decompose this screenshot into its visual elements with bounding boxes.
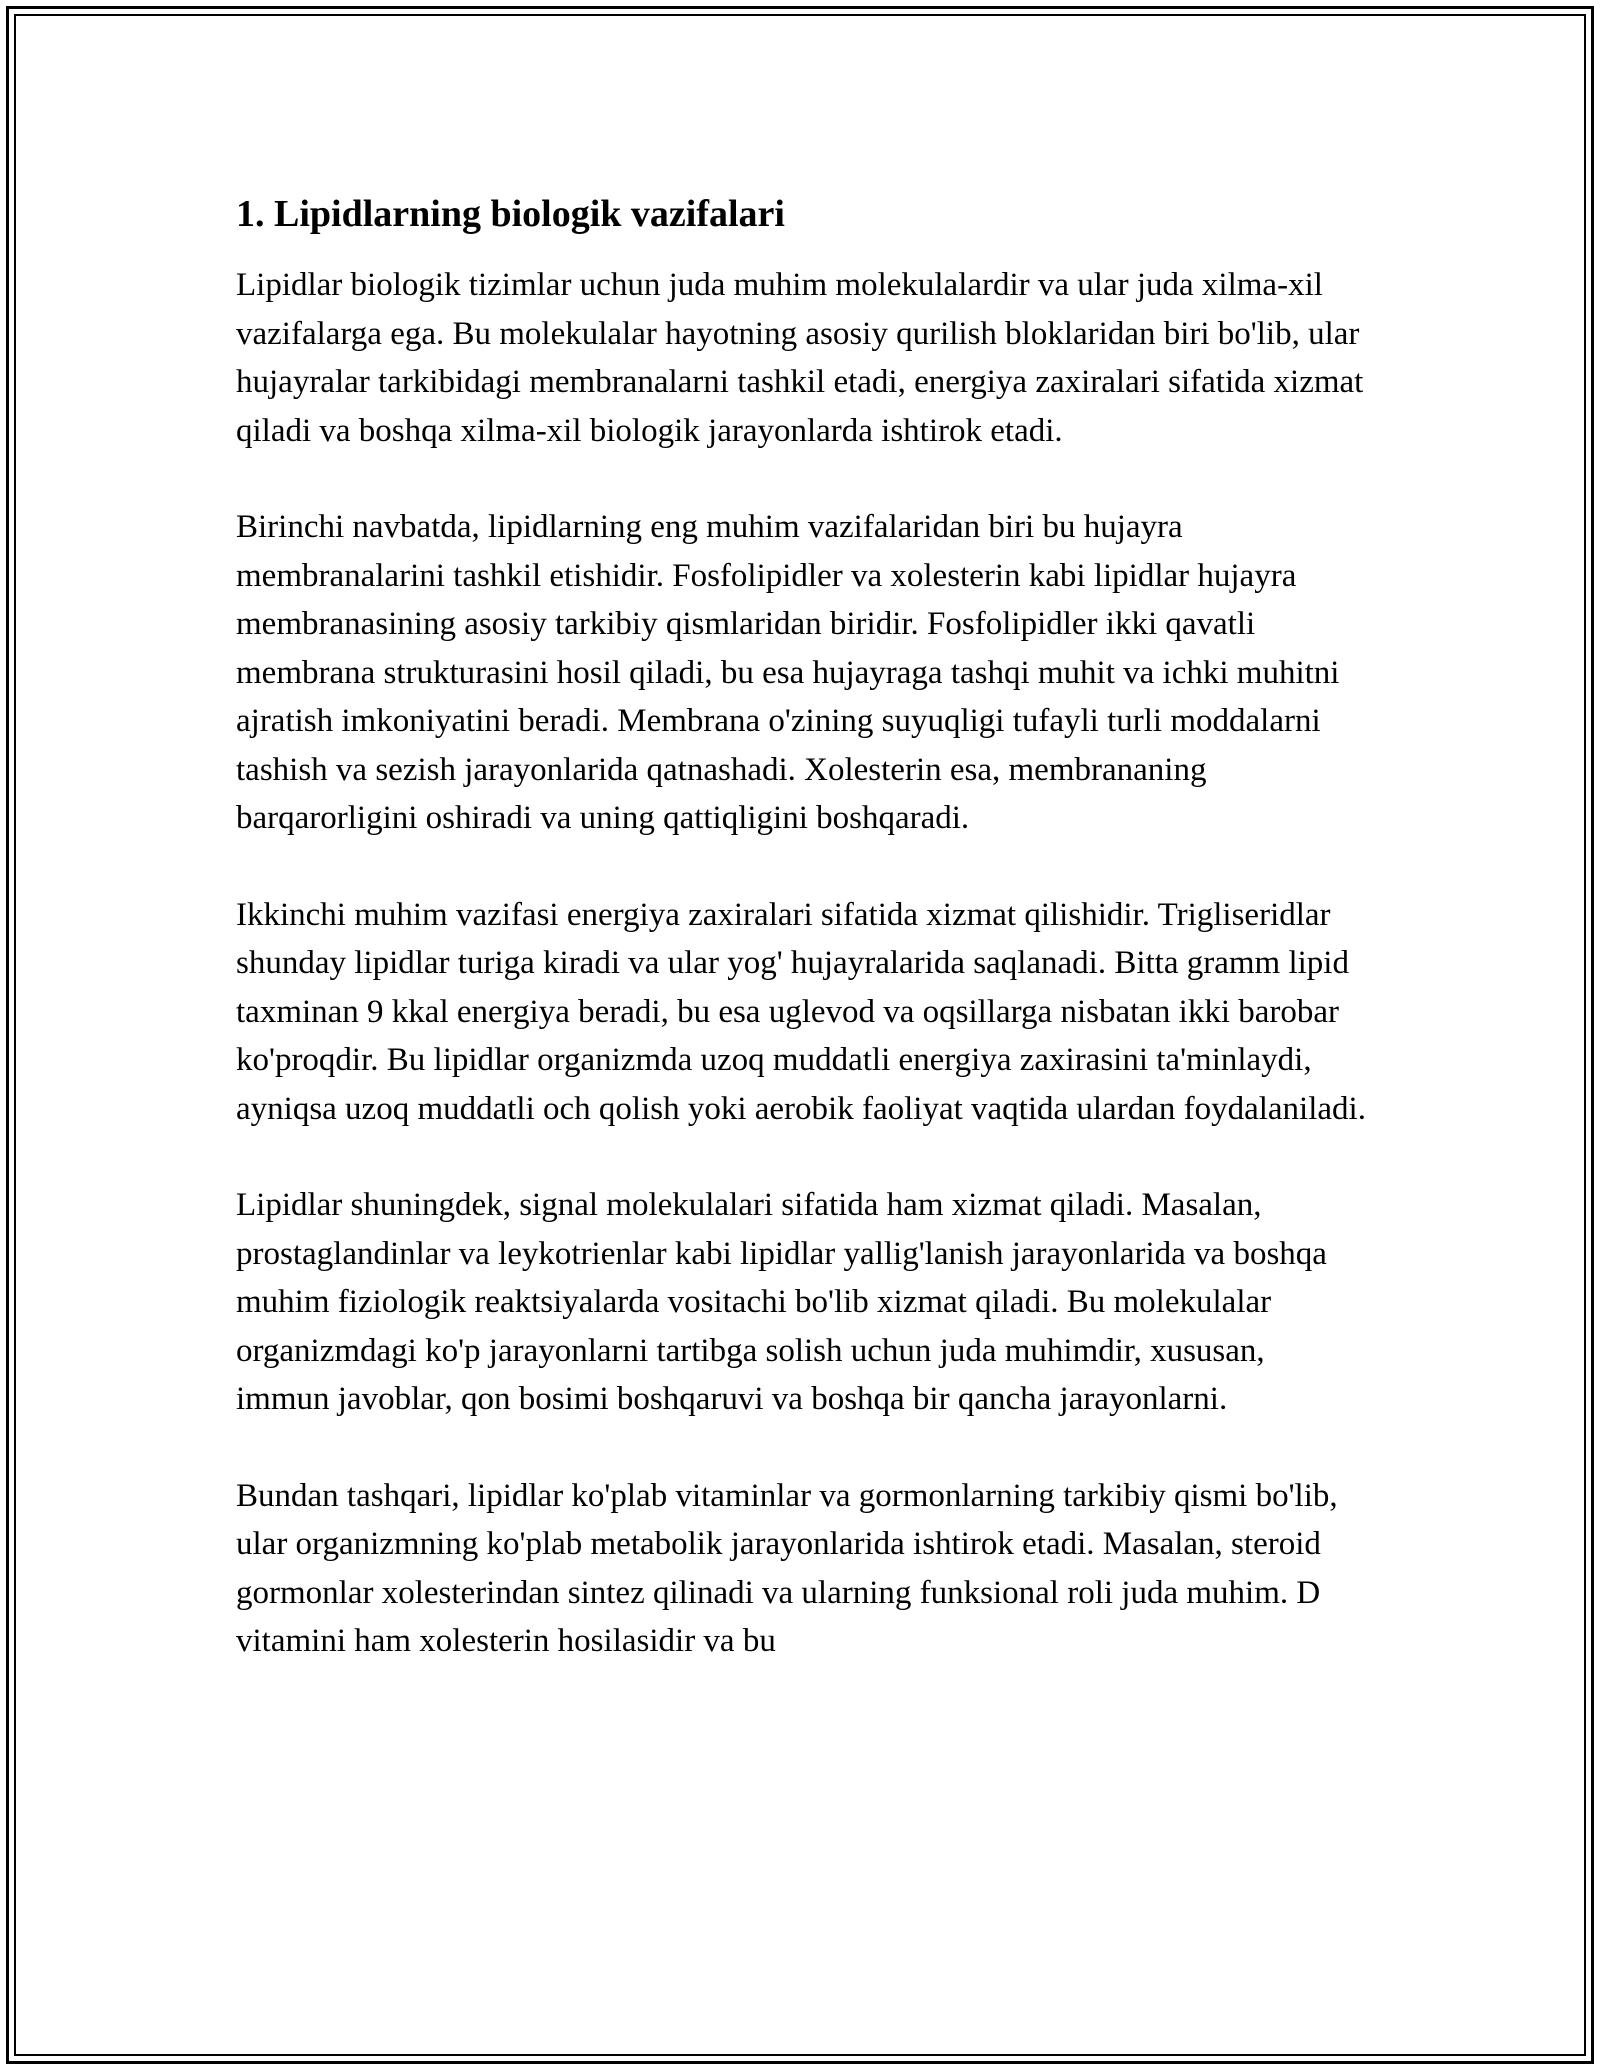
paragraph-intro: Lipidlar biologik tizimlar uchun juda muhim molekulalardir va ular juda xilma-xil vazifalarga ega. Bu molekulalar hayotning asosiy qurilish bloklaridan biri bo'lib, ular hujayralar tarkibidagi membranalarni tashkil etadi, energiya zaxiralari sifatida xizmat qiladi va boshqa xilma-xil biologik jarayonlarda ishtirok etadi. (236, 267, 1364, 449)
paragraph-signaling: Lipidlar shuningdek, signal molekulalari sifatida ham xizmat qiladi. Masalan, prostaglandinlar va leykotrienlar kabi lipidlar yallig'lanish jarayonlarida va boshqa muhim fiziologik reaktsiyalarda vositachi bo'lib xizmat qiladi. Bu molekulalar organizmdagi ko'p jarayonlarni tartibga solish uchun juda muhimdir, xususan, immun javoblar, qon bosimi boshqaruvi va boshqa bir qancha jarayonlarni. (236, 1187, 1327, 1417)
paragraph-energy: Ikkinchi muhim vazifasi energiya zaxiralari sifatida xizmat qilishidir. Trigliseridlar shunday lipidlar turiga kiradi va ular yog' hujayralarida saqlanadi. Bitta gramm lipid taxminan 9 kkal energiya beradi, bu esa uglevod va oqsillarga nisbatan ikki barobar ko'proqdir. Bu lipidlar organizmda uzoq muddatli energiya zaxirasini ta'minlaydi, ayniqsa uzoq muddatli och qolish yoki aerobik faoliyat vaqtida ulardan foydalaniladi. (236, 896, 1366, 1127)
document-body (236, 185, 1366, 1714)
paragraph-vitamins-hormones: Bundan tashqari, lipidlar ko'plab vitaminlar va gormonlarning tarkibiy qismi bo'lib, ular organizmning ko'plab metabolik jarayonlarida ishtirok etadi. Masalan, steroid gormonlar xolesterindan sintez qilinadi va ularning funksional roli juda muhim. D vitamini ham xolesterin hosilasidir va bu (236, 1477, 1338, 1659)
paragraph-membranes: Birinchi navbatda, lipidlarning eng muhim vazifalaridan biri bu hujayra membranalarini tashkil etishidir. Fosfolipidler va xolesterin kabi lipidlar hujayra membranasining asosiy tarkibiy qismlaridan biridir. Fosfolipidler ikki qavatli membrana strukturasini hosil qiladi, bu esa hujayraga tashqi muhit va ichki muhitni ajratish imkoniyatini beradi. Membrana o'zining suyuqligi tufayli turli moddalarni tashish va sezish jarayonlarida qatnashadi. Xolesterin esa, membrananing barqarorligini oshiradi va uning qattiqligini boshqaradi. (236, 509, 1340, 836)
section-heading: 1. Lipidlarning biologik vazifalari (236, 193, 785, 235)
